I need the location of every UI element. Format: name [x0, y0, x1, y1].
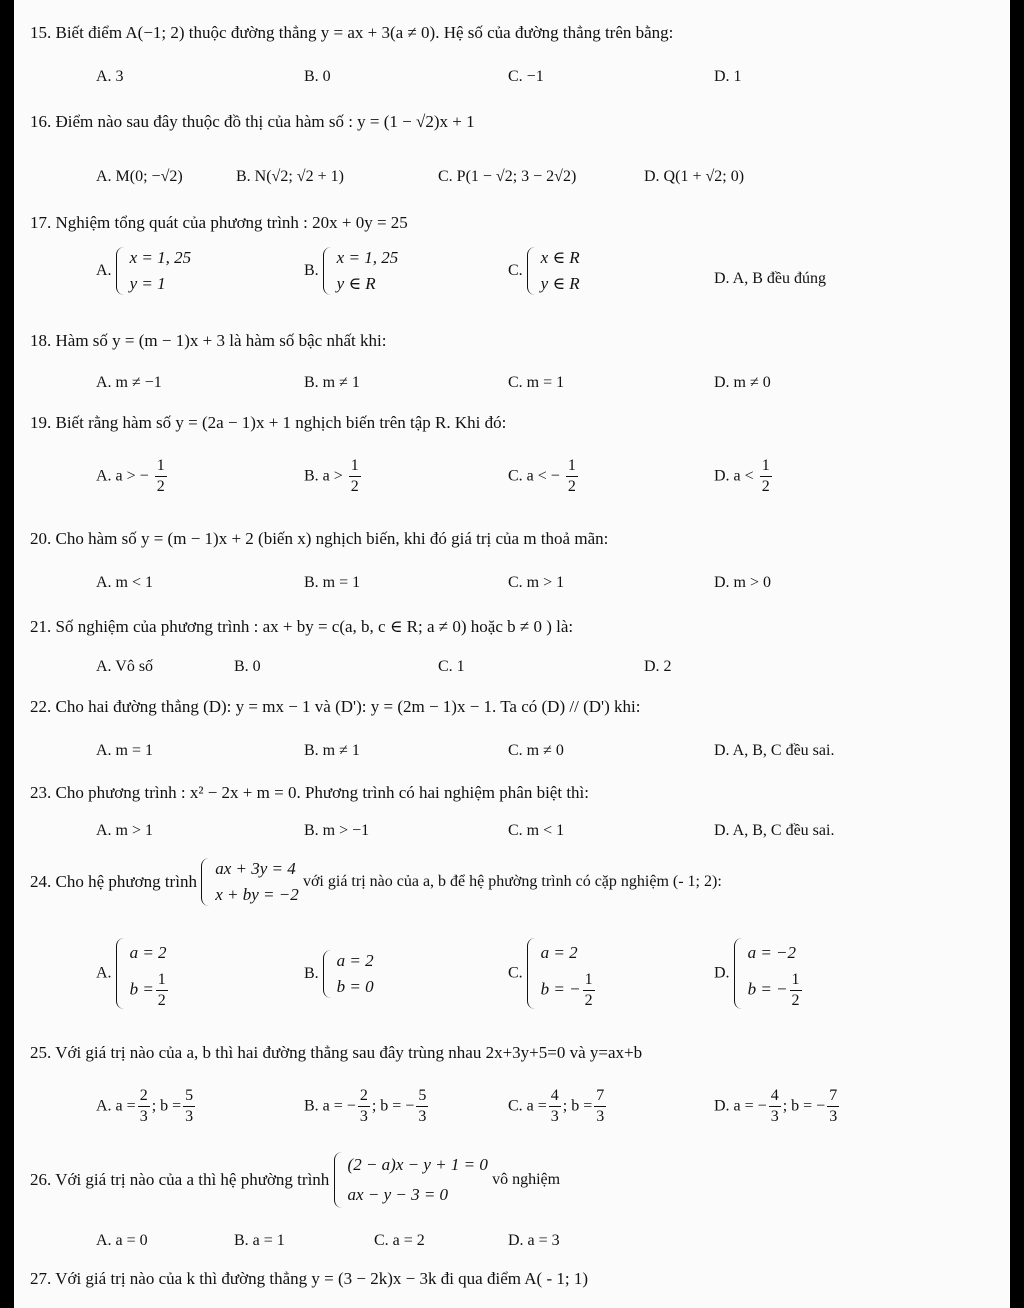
q21-option-c[interactable]: C. 1 [438, 658, 465, 675]
q18-option-d[interactable]: D. m ≠ 0 [714, 374, 771, 391]
q18-option-a[interactable]: A. m ≠ −1 [96, 374, 162, 391]
q25-d-mid: ; b = − [782, 1097, 826, 1115]
q16-option-c[interactable]: C. P(1 − √2; 3 − 2√2) [438, 168, 577, 185]
q24-a-eq2-text: b = [129, 979, 154, 999]
q24-a-eq1: a = 2 [129, 943, 167, 962]
frac-num: 5 [416, 1086, 428, 1107]
q21-option-b[interactable]: B. 0 [234, 658, 261, 675]
q24-c-eq2 [541, 970, 597, 1011]
q19-a-text: A. a > − [96, 467, 149, 485]
q18-option-c[interactable]: C. m = 1 [508, 374, 565, 391]
q15-option-a[interactable]: A. 3 [96, 68, 124, 85]
frac-den: 2 [350, 478, 359, 495]
q25-a-mid: ; b = [151, 1097, 182, 1115]
q26-option-d[interactable]: D. a = 3 [508, 1232, 560, 1249]
q17-c-eq2: y ∈ R [540, 274, 580, 293]
q19-option-b[interactable] [304, 456, 363, 497]
q24-d-eq1: a = −2 [747, 943, 797, 962]
q16-option-d[interactable]: D. Q(1 + √2; 0) [644, 168, 745, 185]
frac-num: 7 [594, 1086, 606, 1107]
q20-option-a[interactable]: A. m < 1 [96, 574, 154, 591]
q17-c-label: C. [508, 262, 523, 279]
frac-num: 1 [760, 456, 772, 477]
q17-b-eq1: x = 1, 25 [336, 248, 399, 267]
frac-den: 2 [567, 478, 576, 495]
q25-a-left: A. a = [96, 1097, 136, 1115]
q20-option-c[interactable]: C. m > 1 [508, 574, 565, 591]
question-20: 20. Cho hàm số y = (m − 1)x + 2 (biến x) nghịch biến, khi đó giá trị của m thoả mãn: [30, 529, 609, 548]
q19-d-fraction [760, 456, 772, 497]
frac-den: 2 [761, 478, 770, 495]
frac-den: 3 [550, 1108, 559, 1125]
q24-b-system [323, 948, 374, 1000]
q24-d-system [734, 936, 804, 1011]
question-19: 19. Biết rằng hàm số y = (2a − 1)x + 1 nghịch biến trên tập R. Khi đó: [30, 413, 507, 432]
q24-option-a[interactable] [96, 936, 170, 1011]
q16-option-b[interactable]: B. N(√2; √2 + 1) [236, 168, 344, 185]
q24-a-system [116, 936, 170, 1011]
q24-a-eq2 [130, 970, 170, 1011]
frac-num: 1 [349, 456, 361, 477]
q25-a-frac-a [138, 1086, 150, 1127]
frac-num: 1 [155, 456, 167, 477]
frac-den: 3 [139, 1108, 148, 1125]
q17-c-system [527, 245, 580, 297]
frac-num: 4 [769, 1086, 781, 1107]
q15-option-b[interactable]: B. 0 [304, 68, 331, 85]
q24-c-eq2-text: b = − [540, 979, 581, 999]
q17-option-b[interactable] [304, 245, 398, 297]
frac-den: 3 [596, 1108, 605, 1125]
q25-c-frac-a [549, 1086, 561, 1127]
q24-stem-post: với giá trị nào của a, b để hệ phường trình có cặp nghiệm (- 1; 2): [302, 873, 722, 890]
question-27: 27. Với giá trị nào của k thì đường thẳng y = (3 − 2k)x − 3k đi qua điểm A( - 1; 1) [30, 1269, 589, 1288]
frac-num: 4 [549, 1086, 561, 1107]
frac-num: 1 [566, 456, 578, 477]
frac-den: 2 [157, 992, 166, 1009]
q19-option-c[interactable] [508, 456, 580, 497]
q17-option-c[interactable] [508, 245, 580, 297]
q19-b-text: B. a > [304, 467, 343, 485]
question-25: 25. Với giá trị nào của a, b thì hai đường thẳng sau đây trùng nhau 2x+3y+5=0 và y=ax+b [30, 1043, 643, 1062]
q19-a-fraction [155, 456, 167, 497]
q23-option-b[interactable]: B. m > −1 [304, 822, 370, 839]
frac-den: 3 [418, 1108, 427, 1125]
q17-c-eq1: x ∈ R [540, 248, 580, 267]
frac-num: 1 [156, 970, 168, 991]
question-23: 23. Cho phương trình : x² − 2x + m = 0. Phương trình có hai nghiệm phân biệt thì: [30, 783, 589, 802]
q25-d-frac-a [769, 1086, 781, 1127]
q23-option-d[interactable]: D. A, B, C đều sai. [714, 822, 835, 839]
q17-b-system [323, 245, 399, 297]
q20-option-b[interactable]: B. m = 1 [304, 574, 361, 591]
frac-den: 2 [791, 992, 800, 1009]
frac-num: 2 [138, 1086, 150, 1107]
q23-option-c[interactable]: C. m < 1 [508, 822, 565, 839]
q25-d-frac-b [827, 1086, 839, 1127]
frac-num: 7 [827, 1086, 839, 1107]
q20-option-d[interactable]: D. m > 0 [714, 574, 772, 591]
q24-system [201, 856, 299, 908]
q22-option-d[interactable]: D. A, B, C đều sai. [714, 742, 835, 759]
q25-c-frac-b [594, 1086, 606, 1127]
q25-a-frac-b [183, 1086, 195, 1127]
q19-c-fraction [566, 456, 578, 497]
q17-a-eq1: x = 1, 25 [129, 248, 192, 267]
q15-option-c[interactable]: C. −1 [508, 68, 544, 85]
q17-a-label: A. [96, 262, 112, 279]
q24-option-b[interactable] [304, 948, 374, 1000]
q25-option-a[interactable] [96, 1086, 197, 1127]
q19-c-text: C. a < − [508, 467, 560, 485]
q15-option-d[interactable]: D. 1 [714, 68, 742, 85]
q24-b-eq2: b = 0 [336, 977, 374, 996]
q22-option-c[interactable]: C. m ≠ 0 [508, 742, 564, 759]
q21-option-d[interactable]: D. 2 [644, 658, 672, 675]
frac-den: 3 [185, 1108, 194, 1125]
q19-option-d[interactable] [714, 456, 774, 497]
worksheet [14, 0, 1010, 1308]
q26-system [334, 1150, 488, 1210]
q25-b-mid: ; b = − [371, 1097, 415, 1115]
q24-a-fraction [156, 970, 168, 1011]
q17-a-system [116, 245, 192, 297]
q25-option-b[interactable] [304, 1086, 430, 1127]
q24-d-label: D. [714, 964, 730, 982]
q24-c-label: C. [508, 964, 523, 982]
q24-stem-pre: 24. Cho hệ phương trình [30, 872, 197, 891]
frac-num: 2 [358, 1086, 370, 1107]
question-17: 17. Nghiệm tổng quát của phương trình : 20x + 0y = 25 [30, 213, 408, 232]
q24-option-d[interactable] [714, 936, 804, 1011]
q25-c-mid: ; b = [562, 1097, 593, 1115]
q22-option-b[interactable]: B. m ≠ 1 [304, 742, 360, 759]
q25-b-left: B. a = − [304, 1097, 356, 1115]
q25-b-frac-b [416, 1086, 428, 1127]
q23-option-a[interactable]: A. m > 1 [96, 822, 154, 839]
q24-option-c[interactable] [508, 936, 597, 1011]
q19-option-a[interactable] [96, 456, 169, 497]
q17-option-a[interactable] [96, 245, 191, 297]
q17-option-d[interactable]: D. A, B đều đúng [714, 270, 826, 287]
frac-num: 1 [583, 970, 595, 991]
frac-num: 1 [790, 970, 802, 991]
q21-option-a[interactable]: A. Vô số [96, 658, 154, 675]
question-26 [30, 1150, 560, 1210]
q24-c-eq1: a = 2 [540, 943, 578, 962]
question-22: 22. Cho hai đường thẳng (D): y = mx − 1 và (D'): y = (2m − 1)x − 1. Ta có (D) // (D') khi: [30, 697, 641, 716]
q25-option-c[interactable] [508, 1086, 608, 1127]
frac-den: 2 [584, 992, 593, 1009]
q24-c-system [527, 936, 597, 1011]
q24-eq2: x + by = −2 [215, 885, 299, 904]
q24-a-label: A. [96, 964, 112, 982]
frac-den: 3 [829, 1108, 838, 1125]
q25-b-frac-a [358, 1086, 370, 1127]
q17-b-label: B. [304, 262, 319, 279]
q24-b-eq1: a = 2 [336, 951, 374, 970]
question-18: 18. Hàm số y = (m − 1)x + 3 là hàm số bậc nhất khi: [30, 331, 387, 350]
q24-b-label: B. [304, 965, 319, 982]
q19-d-text: D. a < [714, 467, 754, 485]
q24-d-eq2-text: b = − [747, 979, 788, 999]
frac-den: 2 [156, 478, 165, 495]
q18-option-b[interactable]: B. m ≠ 1 [304, 374, 360, 391]
q26-option-c[interactable]: C. a = 2 [374, 1232, 425, 1249]
q25-d-left: D. a = − [714, 1097, 767, 1115]
frac-den: 3 [359, 1108, 368, 1125]
q25-c-left: C. a = [508, 1097, 547, 1115]
question-16: 16. Điểm nào sau đây thuộc đồ thị của hàm số : y = (1 − √2)x + 1 [30, 112, 475, 131]
q22-option-a[interactable]: A. m = 1 [96, 742, 154, 759]
q26-eq1: (2 − a)x − y + 1 = 0 [347, 1155, 488, 1174]
frac-den: 3 [770, 1108, 779, 1125]
q26-eq2: ax − y − 3 = 0 [347, 1185, 449, 1204]
q26-option-a[interactable]: A. a = 0 [96, 1232, 148, 1249]
q24-eq1: ax + 3y = 4 [215, 859, 296, 878]
q16-option-a[interactable]: A. M(0; −√2) [96, 168, 183, 185]
q26-stem-post: vô nghiệm [492, 1171, 561, 1188]
q26-option-b[interactable]: B. a = 1 [234, 1232, 285, 1249]
question-24 [30, 856, 722, 908]
q24-d-eq2 [748, 970, 804, 1011]
question-15: 15. Biết điểm A(−1; 2) thuộc đường thẳng y = ax + 3(a ≠ 0). Hệ số của đường thẳng trên bằng: [30, 23, 674, 42]
question-21: 21. Số nghiệm của phương trình : ax + by = c(a, b, c ∈ R; a ≠ 0) hoặc b ≠ 0 ) là: [30, 617, 574, 636]
q24-c-fraction [583, 970, 595, 1011]
frac-num: 5 [183, 1086, 195, 1107]
q25-option-d[interactable] [714, 1086, 841, 1127]
q24-d-fraction [790, 970, 802, 1011]
q26-stem-pre: 26. Với giá trị nào của a thì hệ phường trình [30, 1170, 330, 1189]
q17-a-eq2: y = 1 [129, 274, 166, 293]
q17-b-eq2: y ∈ R [336, 274, 376, 293]
q19-b-fraction [349, 456, 361, 497]
